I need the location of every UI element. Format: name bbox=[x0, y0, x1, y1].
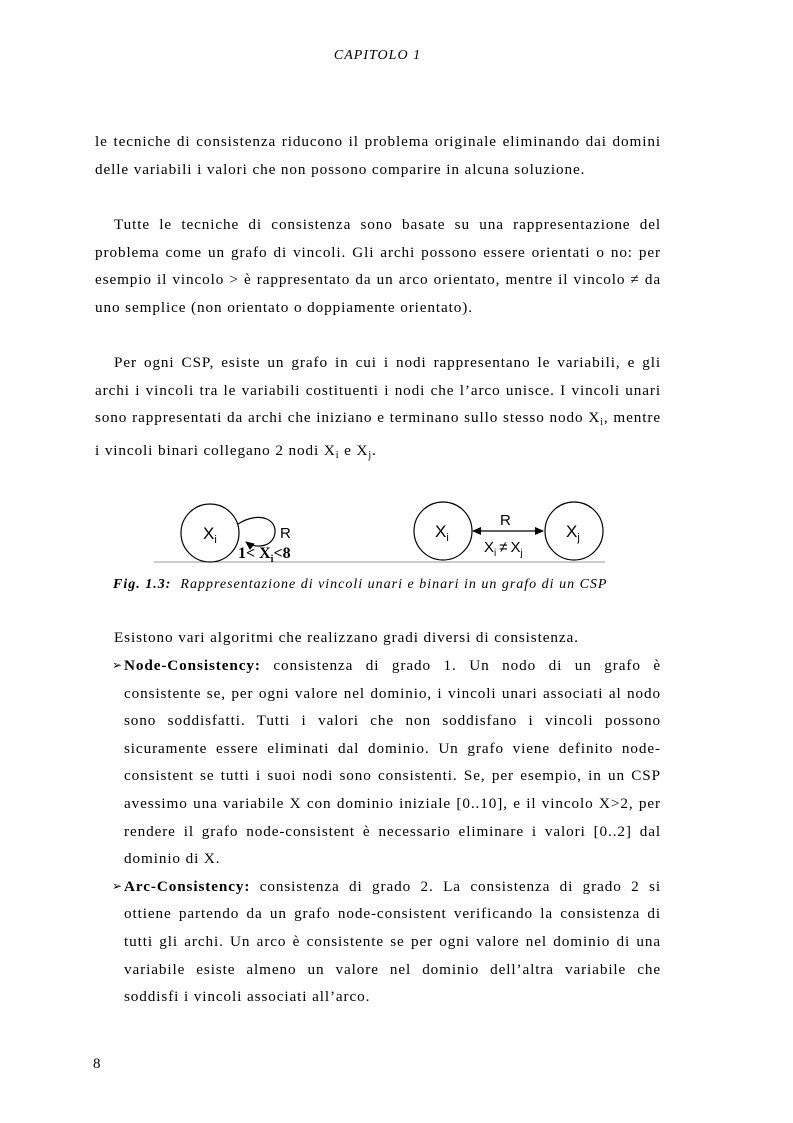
list-item-text: consistenza di grado 1. Un nodo di un grafo è consistente se, per ogni valore nel dominio, i vincoli unari associati al nodo sono soddisfatti. Tutti i valori che non soddisfano i vincoli possono sicuramente essere eliminati dal dominio. Un grafo viene definito node-consistent se tutti i suoi nodi sono consistenti. Se, per esempio, in un CSP avessimo una variabile X con dominio iniziale [0..10], e il vincolo X>2, per rendere il grafo node-consistent è necessario eliminare i valori [0..2] dal dominio di X. bbox=[124, 657, 661, 868]
constraint-graph-svg bbox=[150, 490, 620, 575]
constraint-graph-figure bbox=[150, 490, 620, 575]
binary-relation-label: R bbox=[500, 512, 511, 529]
paragraph-3 bbox=[95, 349, 661, 469]
paragraph-4-text: Esistono vari algoritmi che realizzano gradi diversi di consistenza. bbox=[114, 629, 579, 646]
list-item-text: consistenza di grado 2. La consistenza di grado 2 si ottiene partendo da un grafo node-consistent verificando la consistenza di tutti gli archi. Un arco è consistente se per ogni valore nel dominio di una variabile esiste almeno un valore nel dominio dell’altra variabile che soddisfi i vincoli associati all’arco. bbox=[124, 877, 661, 1006]
arrow-bullet-icon: ➢ bbox=[112, 878, 123, 893]
node-xi-unary-label: $X_i$ bbox=[203, 524, 217, 546]
running-header: CAPITOLO 1 bbox=[333, 48, 422, 63]
list-item-label: Arc-Consistency: bbox=[124, 877, 251, 895]
binary-condition-label: $X_i \ne X_j$ bbox=[484, 539, 523, 559]
paragraph-1: le tecniche di consistenza riducono il problema originale eliminando dai domini delle variabili i valori che non possono comparire in alcuna soluzione. bbox=[95, 133, 661, 178]
figure-caption bbox=[113, 577, 673, 593]
subscript-i: i bbox=[600, 417, 604, 429]
figure-caption-text: Rappresentazione di vincoli unari e binari in un grafo di un CSP bbox=[180, 577, 608, 592]
list-item bbox=[95, 652, 661, 873]
consistency-list bbox=[95, 652, 661, 1011]
unary-condition-label: $1< X_i<8$ bbox=[238, 545, 291, 565]
list-item-label: Node-Consistency: bbox=[124, 657, 261, 674]
subscript-j: j bbox=[368, 449, 372, 461]
paragraph-2 bbox=[95, 211, 661, 321]
page-number: 8 bbox=[93, 1056, 101, 1072]
paragraph-3-text-and: e X bbox=[339, 441, 369, 459]
node-xi-binary-label: $X_i$ bbox=[435, 522, 449, 544]
paragraph-2-text: Tutte le tecniche di consistenza sono basate su una rappresentazione del problema come un grafo di vincoli. Gli archi possono essere orientati o no: per esempio il vincolo > è rappresentato da un arco orientato, mentre il vincolo ≠ da uno semplice (non orientato o doppiamente orientato). bbox=[95, 216, 661, 316]
subscript-i: i bbox=[335, 449, 340, 461]
paragraph-4 bbox=[95, 624, 661, 652]
self-loop-arc bbox=[238, 517, 275, 546]
node-xj-binary-label: $X_j$ bbox=[566, 522, 580, 544]
paragraph-3-text-end: . bbox=[372, 441, 377, 459]
unary-relation-label: R bbox=[280, 525, 291, 542]
paragraph-3-text: Per ogni CSP, esiste un grafo in cui i nodi rappresentano le variabili, e gli archi i vincoli tra le variabili costituenti i nodi che l’arco unisce. I vincoli unari sono rappresentati da archi che iniziano e terminano sullo stesso nodo X bbox=[95, 354, 661, 427]
figure-caption-label: Fig. 1.3: bbox=[113, 577, 172, 592]
list-item bbox=[95, 873, 661, 1011]
paragraph-3-text-mid: , mentre i vincoli binari collegano 2 nodi X bbox=[95, 409, 661, 459]
arrow-bullet-icon: ➢ bbox=[112, 658, 123, 672]
